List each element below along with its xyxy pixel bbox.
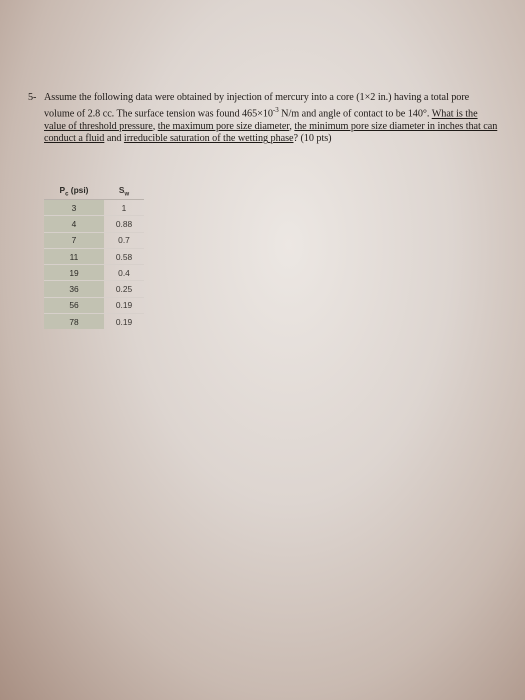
header-pc: $P_c$ (psi) <box>44 183 104 200</box>
cell-pc: 36 <box>44 281 104 297</box>
table-row <box>44 297 144 313</box>
comma-1: , <box>152 120 158 132</box>
cell-sw: 0.88 <box>104 216 144 232</box>
table-row <box>44 248 144 264</box>
table-body <box>44 200 144 330</box>
cell-sw: 0.19 <box>104 314 144 330</box>
statement-text-2: N/m and angle of contact to be 140°. <box>278 108 432 120</box>
table-row <box>44 216 144 232</box>
cell-sw: 0.25 <box>104 281 144 297</box>
comma-2: , <box>289 120 295 132</box>
problem-statement <box>44 92 498 146</box>
cell-sw: 0.4 <box>104 265 144 281</box>
problem-5 <box>28 92 498 146</box>
header-sw: $S_w$ <box>104 183 144 200</box>
points-text: ? (10 pts) <box>293 133 332 145</box>
cell-pc: 56 <box>44 297 104 313</box>
table-row <box>44 232 144 248</box>
exponent: -3 <box>272 106 279 115</box>
question-max-pore-diameter: the maximum pore size diameter <box>157 120 290 132</box>
cell-pc: 4 <box>44 216 104 232</box>
table-row <box>44 281 144 297</box>
cell-pc: 11 <box>44 248 104 264</box>
cell-pc: 78 <box>44 314 104 330</box>
cell-pc: 3 <box>44 200 104 216</box>
and-text: and <box>104 133 124 145</box>
table-row <box>44 314 144 330</box>
cell-sw: 0.7 <box>104 232 144 248</box>
question-irreducible-saturation: irreducible saturation of the wetting phase <box>123 133 294 145</box>
question-threshold-pressure: What is the value of threshold pressure <box>44 108 478 132</box>
cell-pc: 19 <box>44 265 104 281</box>
cell-sw: 1 <box>104 200 144 216</box>
cell-pc: 7 <box>44 232 104 248</box>
table-row <box>44 200 144 216</box>
problem-number: 5- <box>28 92 37 103</box>
cell-sw: 0.58 <box>104 248 144 264</box>
cell-sw: 0.19 <box>104 297 144 313</box>
table-row <box>44 265 144 281</box>
question-min-pore-diameter: the minimum pore size diameter in inches that can conduct a fluid <box>44 120 498 145</box>
data-table <box>44 183 144 329</box>
table-header-row <box>44 183 144 200</box>
statement-text-1: Assume the following data were obtained by injection of mercury into a core (1×2 in.) having a total pore volume of 2.8 cc. The surface tension was found 465×10 <box>44 92 470 120</box>
